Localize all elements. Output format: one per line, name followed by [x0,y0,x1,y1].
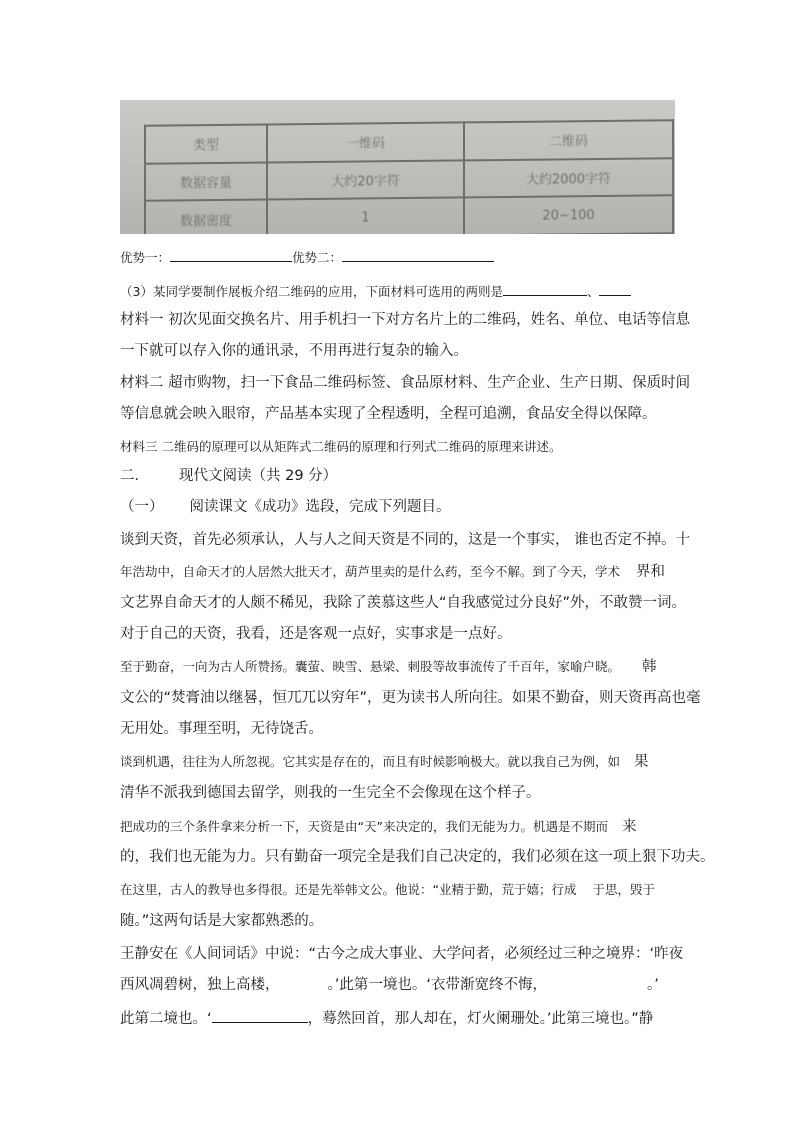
text-run: 年浩劫中，自命天才的人居然大批天才，葫芦里卖的是什么药，至今不解。到了今天，学术 [120,564,621,579]
advantage-2-label: 优势二： [292,250,343,265]
answer-blank[interactable] [599,280,631,296]
table-row [145,120,673,163]
table-cell: 二维码 [464,120,673,160]
material-1-line-2: 一下就可以存入你的通讯录，不用再进行复杂的输入。 [120,343,468,359]
text-run: 把成功的三个条件拿来分析一下，天资是由“天”来决定的，我们无能为力。机遇是不期而 [120,819,608,834]
text-run: 西风凋碧树，独上高楼， [120,977,280,993]
part-title: 阅读课文《成功》选段，完成下列题目。 [189,499,451,515]
paragraph-2-line-2: 文公的“焚膏油以继晷，恒兀兀以穷年”，更为读书人所向往。如果不勤奋，则天资再高也毫 [120,690,701,706]
part-1-heading [120,497,451,517]
answer-blank[interactable] [503,280,587,296]
text-run: ，蓦然回首，那人却在，灯火阑珊处。’此第三境也。”静 [307,1011,654,1027]
text-run: 果 [634,754,649,770]
paragraph-6-line-3 [120,1007,653,1029]
section-title: 现代文阅读（共 29 分） [179,468,338,484]
answer-blank[interactable] [170,246,292,262]
part-number: （一） [120,499,164,515]
answer-blank[interactable] [342,246,494,262]
advantage-1-label: 优势一： [120,250,171,265]
paragraph-6-line-2 [120,975,659,995]
paragraph-1-line-3: 文艺界自命天才的人颇不稀见，我除了羡慕这些人“自我感觉过分良好”外，不敢赞一词。 [120,595,687,611]
text-run: 界和 [636,564,666,580]
text-run: 谈到机遇，往往为人所忽视。它其实是存在的，而且有时候影响极大。就以我自己为例，如 [120,754,621,769]
table-row [145,158,673,201]
paragraph-2-line-3: 无用处。事理至明，无待饶舌。 [120,721,323,737]
text-run: 。’ [646,977,659,993]
paragraph-1-line-2 [120,562,665,582]
text-run: 来 [621,819,637,835]
paragraph-1-line-4: 对于自己的天资，我看，还是客观一点好，实事求是一点好。 [120,626,512,642]
paragraph-4-line-1 [120,817,636,837]
text-run: 。’此第一境也。‘衣带渐宽终不悔， [327,977,547,993]
material-3-line: 材料三 二维码的原理可以从矩阵式二维码的原理和行列式二维码的原理来讲述。 [120,439,562,454]
paragraph-6-line-1: 王静安在《人间词话》中说：“古今之成大事业、大学问者，必须经过三种之境界：‘昨夜 [120,946,684,962]
paragraph-2-line-1 [120,657,657,677]
answer-blank[interactable] [212,1007,308,1023]
barcode-comparison-table [144,119,674,234]
advantage-line [120,246,494,268]
table-cell: 一维码 [267,122,464,162]
question-text: （3）某同学要制作展板介绍二维码的应用，下面材料可选用的两则是 [120,284,503,299]
section-number: 二． [120,468,149,484]
table-cell: 数据容量 [145,162,267,201]
table-cell: 类型 [145,124,267,163]
text-run: 在这里，古人的教导也多得很。还是先举韩文公。他说：“业精于勤，荒于嬉；行成 [120,882,577,897]
material-2-line-1: 材料二 超市购物，扫一下食品二维码标签、食品原材料、生产企业、生产日期、保质时间 [120,375,691,391]
text-run: 于思，毁于 [592,882,655,897]
text-run: 韩 [642,659,657,675]
separator: 、 [586,284,600,299]
table-photo [120,100,675,234]
table-row [145,196,673,234]
question-3 [120,280,631,302]
table-cell: 数据密度 [145,200,267,234]
paragraph-4-line-2: 的，我们也无能为力。只有勤奋一项完全是我们自己决定的，我们必须在这一项上狠下功夫。 [120,849,715,865]
text-run: 至于勤奋，一向为古人所赞扬。囊萤、映雪、悬梁、刺股等故事流传了千百年，家喻户晓。 [120,659,621,674]
table-cell: 1 [267,198,464,234]
paragraph-5-line-1 [120,880,655,900]
table-cell: 大约20字符 [267,160,464,200]
material-1-line-1: 材料一 初次见面交换名片、用手机扫一下对方名片上的二维码，姓名、单位、电话等信息 [120,312,691,328]
table-cell: 大约2000字符 [464,158,673,198]
paragraph-3-line-2: 清华不派我到德国去留学，则我的一生完全不会像现在这个样子。 [120,785,541,801]
paragraph-5-line-2: 随。”这两句话是大家都熟悉的。 [120,913,324,929]
paragraph-3-line-1 [120,752,649,772]
section-2-heading [120,466,337,486]
paragraph-1-line-1: 谈到天资，首先必须承认，人与人之间天资是不同的，这是一个事实， 谁也否定不掉。十 [120,532,691,548]
material-2-line-2: 等信息就会映入眼帘，产品基本实现了全程透明，全程可追溯，食品安全得以保障。 [120,406,657,422]
text-run: 此第二境也。‘ [120,1011,212,1027]
table-cell: 20~100 [464,196,673,234]
